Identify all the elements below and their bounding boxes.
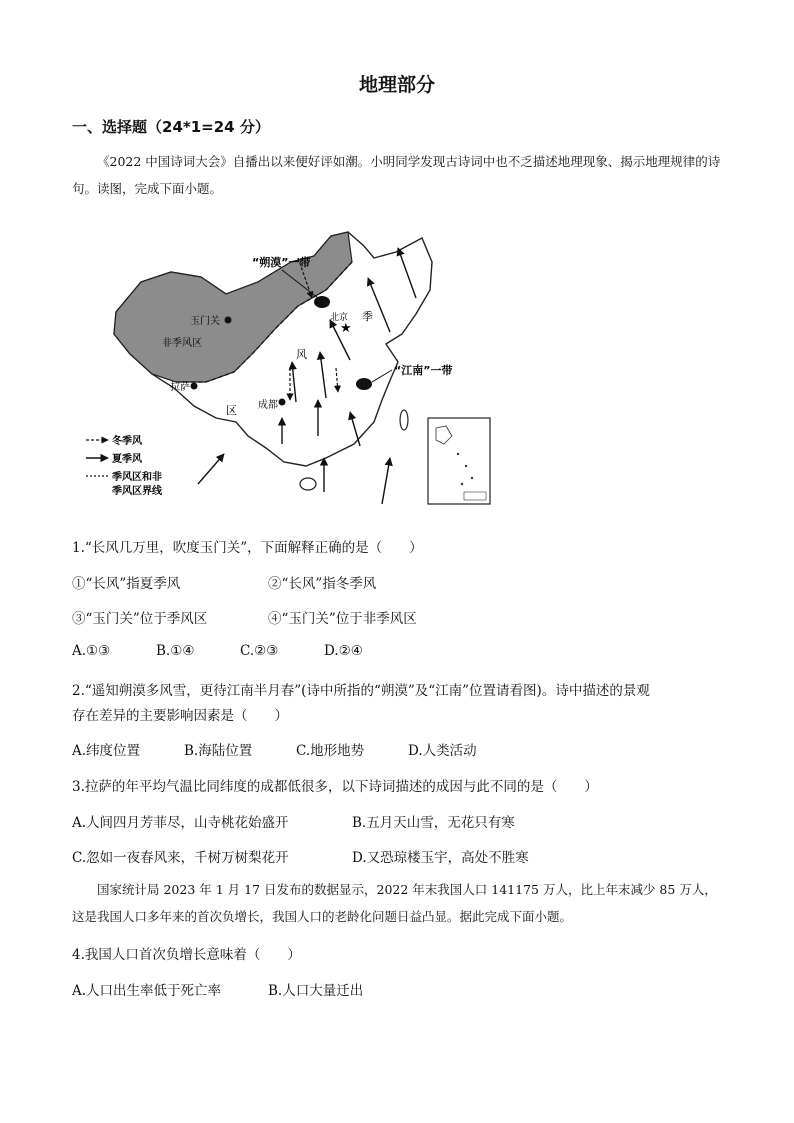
- legend-summer: 夏季风: [112, 454, 142, 465]
- yumenguan-marker: [225, 317, 232, 324]
- q1-statement-1: ①“长风”指夏季风: [72, 576, 181, 592]
- q4-stem: 4.我国人口首次负增长意味着（ ）: [72, 947, 301, 963]
- legend-boundary-2: 季风区界线: [112, 486, 162, 497]
- legend-winter: 冬季风: [112, 436, 142, 447]
- q1-option-b: B.①④: [156, 643, 195, 659]
- label-beijing: 北京: [330, 313, 349, 323]
- label-jiangnan: “江南”一带: [394, 364, 453, 377]
- hainan-island: [300, 478, 316, 490]
- label-non-monsoon: 非季风区: [162, 338, 202, 349]
- q2-option-a: A.纬度位置: [72, 743, 141, 759]
- q3-option-d: D.又恐琼楼玉宇，高处不胜寒: [352, 850, 529, 866]
- q2-stem-line2: 存在差异的主要影响因素是（ ）: [72, 708, 288, 724]
- south-china-sea-inset: [428, 418, 490, 504]
- page-title: 地理部分: [358, 74, 435, 96]
- label-chengdu: 成都: [258, 400, 278, 411]
- q4-option-a: A.人口出生率低于死亡率: [72, 983, 222, 999]
- q1-option-a: A.①③: [72, 643, 111, 659]
- label-shuomo: “朔漠”一带: [252, 256, 311, 269]
- label-yumenguan: 玉门关: [190, 316, 220, 327]
- q1-option-c: C.②③: [240, 643, 279, 659]
- shuomo-area: [314, 296, 330, 308]
- q3-option-a: A.人间四月芳菲尽，山寺桃花始盛开: [72, 815, 289, 831]
- q1-statement-4: ④“玉门关”位于非季风区: [268, 611, 417, 627]
- chengdu-marker: [279, 399, 286, 406]
- intro-paragraph-2: 国家统计局 2023 年 1 月 17 日发布的数据显示，2022 年末我国人口 141175 万人，比上年末减少 85 万人，这是我国人口多年来的首次负增长，我国人口的老龄化问题日益凸显。据此完成下面小题。: [72, 882, 717, 924]
- intro-paragraph-1: 《2022 中国诗词大会》自播出以来便好评如潮。小明同学发现古诗词中也不乏描述地理现象、揭示地理规律的诗句。读图，完成下面小题。: [72, 154, 721, 196]
- q2-option-d: D.人类活动: [408, 743, 477, 759]
- q1-statement-2: ②“长风”指冬季风: [268, 576, 377, 592]
- china-monsoon-map: [86, 222, 502, 512]
- q1-option-d: D.②④: [324, 643, 363, 659]
- legend-boundary-1: 季风区和非: [112, 472, 162, 483]
- lasa-marker: [191, 383, 198, 390]
- section-heading: 一、选择题（24*1=24 分）: [72, 118, 270, 136]
- q1-stem: 1.“长风几万里，吹度玉门关”，下面解释正确的是（ ）: [72, 540, 423, 556]
- q2-option-b: B.海陆位置: [184, 743, 253, 759]
- q2-stem-line1: 2.“遥知朔漠多风雪，更待江南半月春”(诗中所指的“朔漠”及“江南”位置请看图)。诗中描述的景观: [72, 683, 650, 699]
- q3-option-c: C.忽如一夜春风来，千树万树梨花开: [72, 850, 289, 866]
- q3-option-b: B.五月天山雪，无花只有寒: [352, 815, 515, 831]
- q3-stem: 3.拉萨的年平均气温比同纬度的成都低很多，以下诗词描述的成因与此不同的是（ ）: [72, 779, 598, 795]
- label-qu: 区: [226, 404, 237, 417]
- map-legend: [86, 434, 163, 497]
- q4-option-b: B.人口大量迁出: [268, 983, 364, 999]
- taiwan-island: [400, 410, 408, 430]
- label-ji: 季: [362, 310, 373, 323]
- label-lasa: 拉萨: [170, 382, 190, 393]
- q2-option-c: C.地形地势: [296, 743, 365, 759]
- beijing-star-icon: ★: [340, 321, 352, 336]
- q1-statement-3: ③“玉门关”位于季风区: [72, 611, 208, 627]
- jiangnan-area: [356, 378, 372, 390]
- label-feng: 风: [296, 348, 307, 361]
